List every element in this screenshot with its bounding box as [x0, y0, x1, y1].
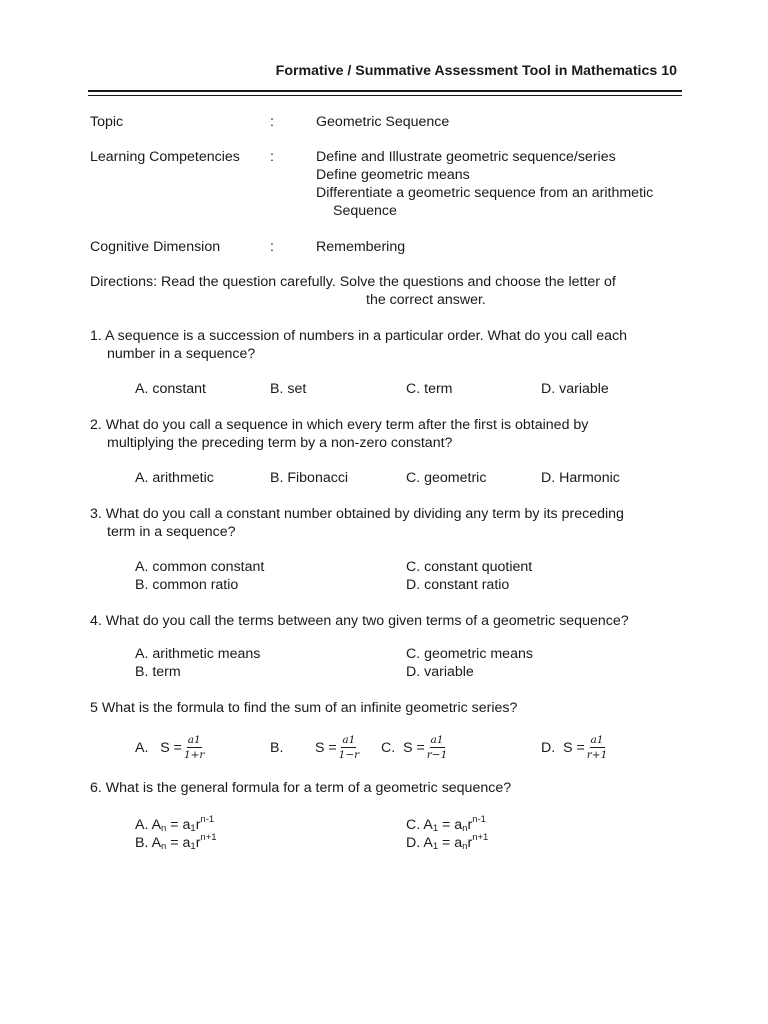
- choice-a: A. S = $\frac{a1}{1+r}$: [135, 734, 205, 761]
- fraction: $\frac{a1}{r+1}$: [586, 734, 608, 761]
- choice-a: A. $A_n = a_1r^{n-1}$: [135, 814, 215, 834]
- choice-d: D. variable: [541, 381, 609, 397]
- question-2-text: multiplying the preceding term by a non-zero constant?: [107, 435, 453, 451]
- meta-colon: :: [270, 114, 274, 130]
- choice-b: B. S = $\frac{a1}{1-r}$: [270, 734, 360, 761]
- choice-b: B. Fibonacci: [270, 470, 349, 486]
- directions-line: the correct answer.: [366, 292, 486, 308]
- meta-label-cognitive: Cognitive Dimension: [90, 239, 221, 255]
- fraction: $\frac{a1}{1+r}$: [183, 734, 205, 761]
- choice-d: D. variable: [406, 664, 474, 680]
- meta-value-cognitive: Remembering: [316, 239, 406, 255]
- choice-d: D. constant ratio: [406, 577, 510, 593]
- choice-d: D. $A_1 = a_nr^{n+1}$: [406, 832, 489, 852]
- fraction: $\frac{a1}{1-r}$: [338, 734, 360, 761]
- choice-d: D. Harmonic: [541, 470, 620, 486]
- document-title: Formative / Summative Assessment Tool in Mathematics 10: [275, 63, 677, 79]
- choice-b: B. term: [135, 664, 181, 680]
- fraction: $\frac{a1}{r-1}$: [426, 734, 448, 761]
- meta-label-topic: Topic: [90, 114, 124, 130]
- meta-colon: :: [270, 149, 274, 165]
- question-4-text: 4. What do you call the terms between any two given terms of a geometric sequence?: [90, 613, 629, 629]
- choice-a: A. arithmetic: [135, 470, 214, 486]
- choice-c: C. geometric: [406, 470, 487, 486]
- header-rule-thin: [88, 95, 682, 96]
- choice-c: C. geometric means: [406, 646, 533, 662]
- meta-colon: :: [270, 239, 274, 255]
- choice-c: C. constant quotient: [406, 559, 533, 575]
- competency-line: Define geometric means: [316, 167, 470, 183]
- question-6-text: 6. What is the general formula for a term of a geometric sequence?: [90, 780, 512, 796]
- meta-label-competencies: Learning Competencies: [90, 149, 240, 165]
- choice-a: A. common constant: [135, 559, 265, 575]
- competency-line: Differentiate a geometric sequence from an arithmetic: [316, 185, 654, 201]
- choice-a: A. arithmetic means: [135, 646, 261, 662]
- question-5-text: 5 What is the formula to find the sum of an infinite geometric series?: [90, 700, 518, 716]
- choice-a: A. constant: [135, 381, 206, 397]
- question-3-text: 3. What do you call a constant number obtained by dividing any term by its preceding: [90, 506, 624, 522]
- choice-c: C. term: [406, 381, 453, 397]
- choice-c: C. $A_1 = a_nr^{n-1}$: [406, 814, 486, 834]
- question-1-text: number in a sequence?: [107, 346, 256, 362]
- meta-value-topic: Geometric Sequence: [316, 114, 450, 130]
- question-3-text: term in a sequence?: [107, 524, 236, 540]
- header-rule-thick: [88, 90, 682, 92]
- choice-d: D. S = $\frac{a1}{r+1}$: [541, 734, 608, 761]
- choice-c: C. S = $\frac{a1}{r-1}$: [381, 734, 448, 761]
- competency-line: Sequence: [333, 203, 397, 219]
- choice-b: B. $A_n = a_1r^{n+1}$: [135, 832, 217, 852]
- question-1-text: 1. A sequence is a succession of numbers in a particular order. What do you call each: [90, 328, 628, 344]
- directions-line: Directions: Read the question carefully. Solve the questions and choose the letter of: [90, 274, 616, 290]
- question-2-text: 2. What do you call a sequence in which every term after the first is obtained by: [90, 417, 589, 433]
- choice-b: B. set: [270, 381, 307, 397]
- choice-b: B. common ratio: [135, 577, 239, 593]
- competency-line: Define and Illustrate geometric sequence/series: [316, 149, 616, 165]
